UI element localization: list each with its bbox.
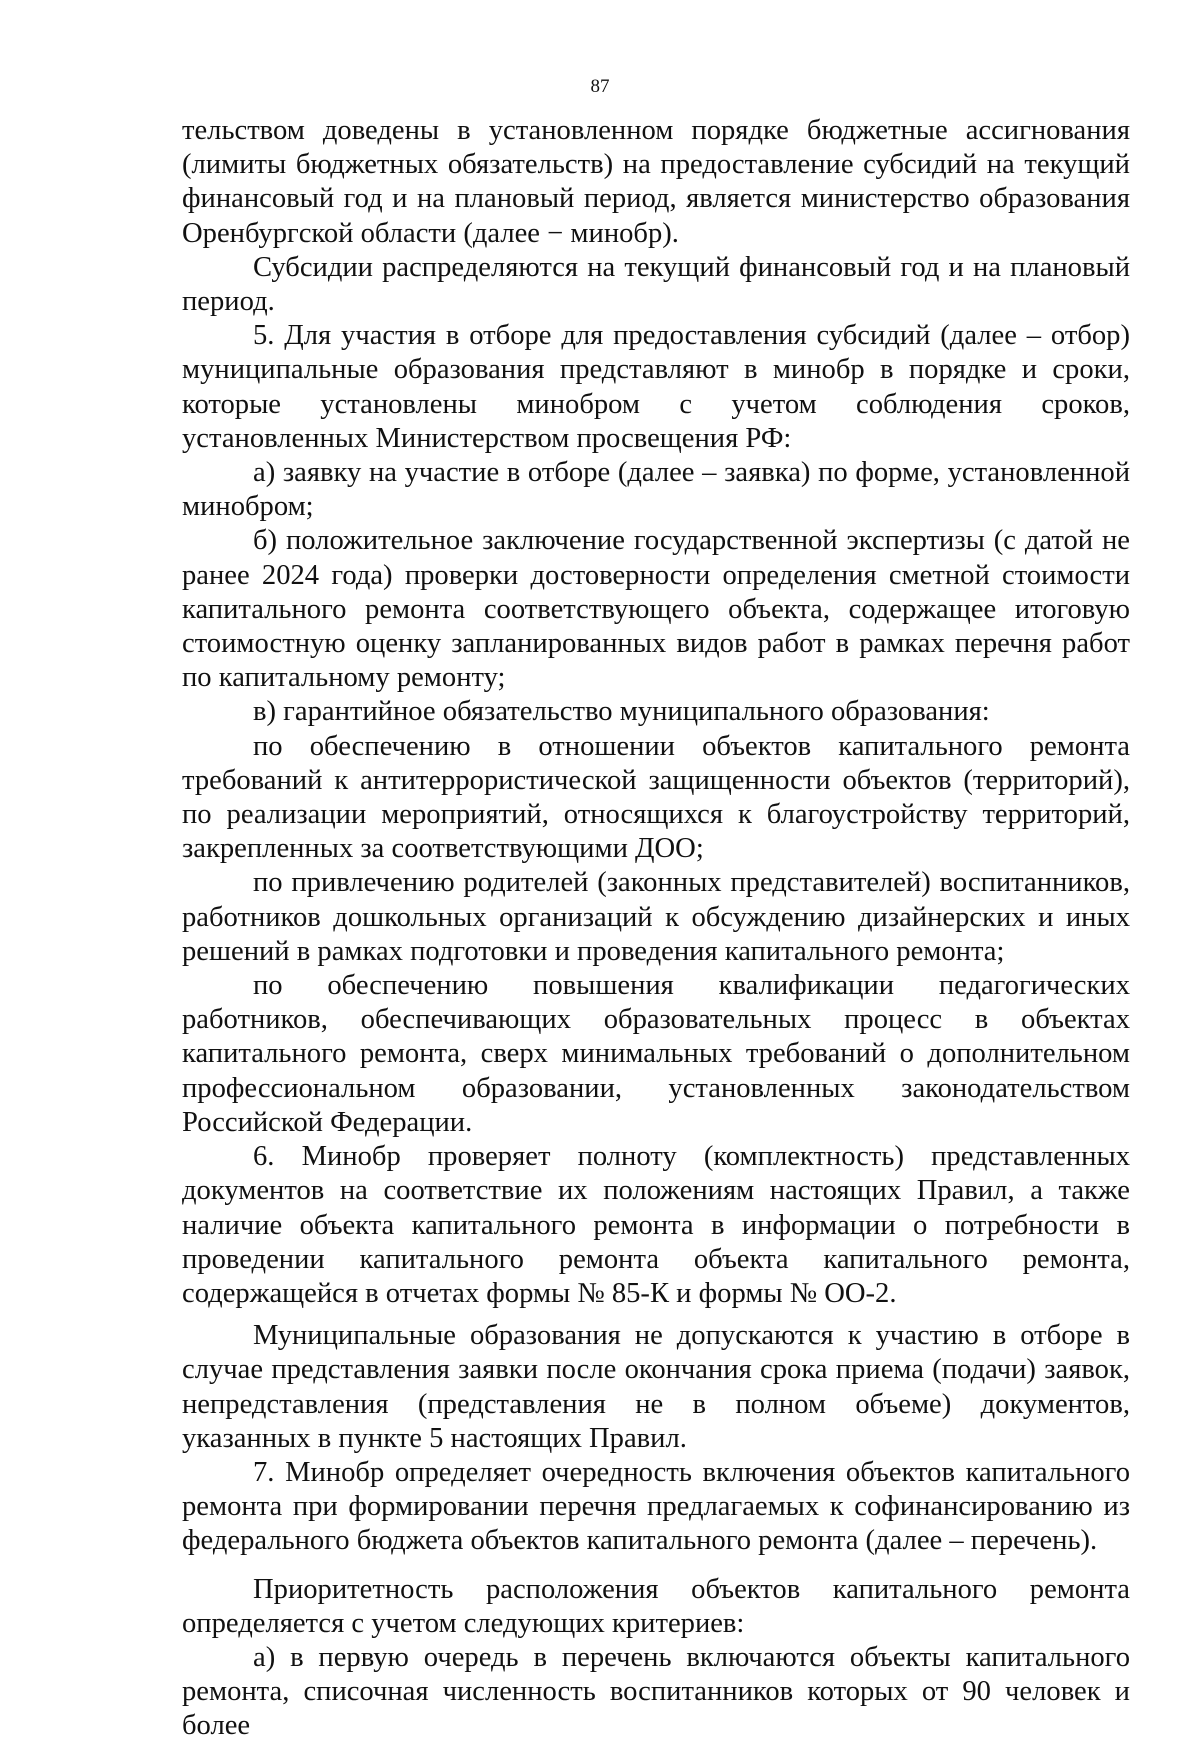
paragraph-item-7a: а) в первую очередь в перечень включаются объекты капитального ремонта, списочная численность воспитанников которых от 90 человек и более [182, 1641, 1130, 1742]
paragraph-guarantee-qualification: по обеспечению повышения квалификации педагогических работников, обеспечивающих образовательных процесс в объектах капитального ремонта, сверх минимальных требований о дополнительном профессиональном образовании, установленных законодательством Российской Федерации. [182, 970, 1130, 1138]
paragraph-item-7: 7. Минобр определяет очередность включения объектов капитального ремонта при формировании перечня предлагаемых к софинансированию из федерального бюджета объектов капитального ремонта (далее – перечень). [182, 1456, 1130, 1557]
paragraph-item-5a: а) заявку на участие в отборе (далее – заявка) по форме, установленной минобром; [182, 457, 1130, 523]
document-body [182, 114, 1130, 1744]
paragraph-guarantee-security: по обеспечению в отношении объектов капитального ремонта требований к антитеррористической защищенности объектов (территорий), по реализации мероприятий, относящихся к благоустройству территорий, закрепленных за соответствующими ДОО; [182, 730, 1130, 865]
paragraph-not-admitted: Муниципальные образования не допускаются к участию в отборе в случае представления заявки после окончания срока приема (подачи) заявок, непредставления (представления не в полном объеме) документов, указанных в пункте 5 настоящих Правил. [182, 1320, 1130, 1454]
paragraph-item-5v: в) гарантийное обязательство муниципального образования: [253, 696, 990, 728]
page-number: 87 [590, 76, 610, 97]
paragraph-priority: Приоритетность расположения объектов капитального ремонта определяется с учетом следующих критериев: [182, 1573, 1130, 1639]
paragraph-subsidy-distribution: Субсидии распределяются на текущий финансовый год и на плановый период. [182, 251, 1130, 318]
paragraph-item-5: 5. Для участия в отборе для предоставления субсидий (далее – отбор) муниципальные образования представляют в минобр в порядке и сроки, которые установлены минобром с учетом соблюдения сроков, установленных Министерством просвещения РФ: [182, 320, 1130, 454]
paragraph-guarantee-parents: по привлечению родителей (законных представителей) воспитанников, работников дошкольных организаций к обсуждению дизайнерских и иных решений в рамках подготовки и проведения капитального ремонта; [182, 867, 1130, 967]
paragraph-item-5b: б) положительное заключение государственной экспертизы (с датой не ранее 2024 года) проверки достоверности определения сметной стоимости капитального ремонта соответствующего объекта, содержащее итоговую стоимостную оценку запланированных видов работ в рамках перечня работ по капитальному ремонту; [182, 525, 1130, 694]
paragraph-item-6: 6. Минобр проверяет полноту (комплектность) представленных документов на соответствие их положениям настоящих Правил, а также наличие объекта капитального ремонта в информации о потребности в проведении капитального ремонта объекта капитального ремонта, содержащейся в отчетах формы № 85-К и формы № ОО-2. [182, 1141, 1130, 1309]
paragraph-continuation: тельством доведены в установленном порядке бюджетные ассигнования (лимиты бюджетных обязательств) на предоставление субсидий на текущий финансовый год и на плановый период, является министерство образования Оренбургской области (далее − минобр). [182, 115, 1130, 249]
